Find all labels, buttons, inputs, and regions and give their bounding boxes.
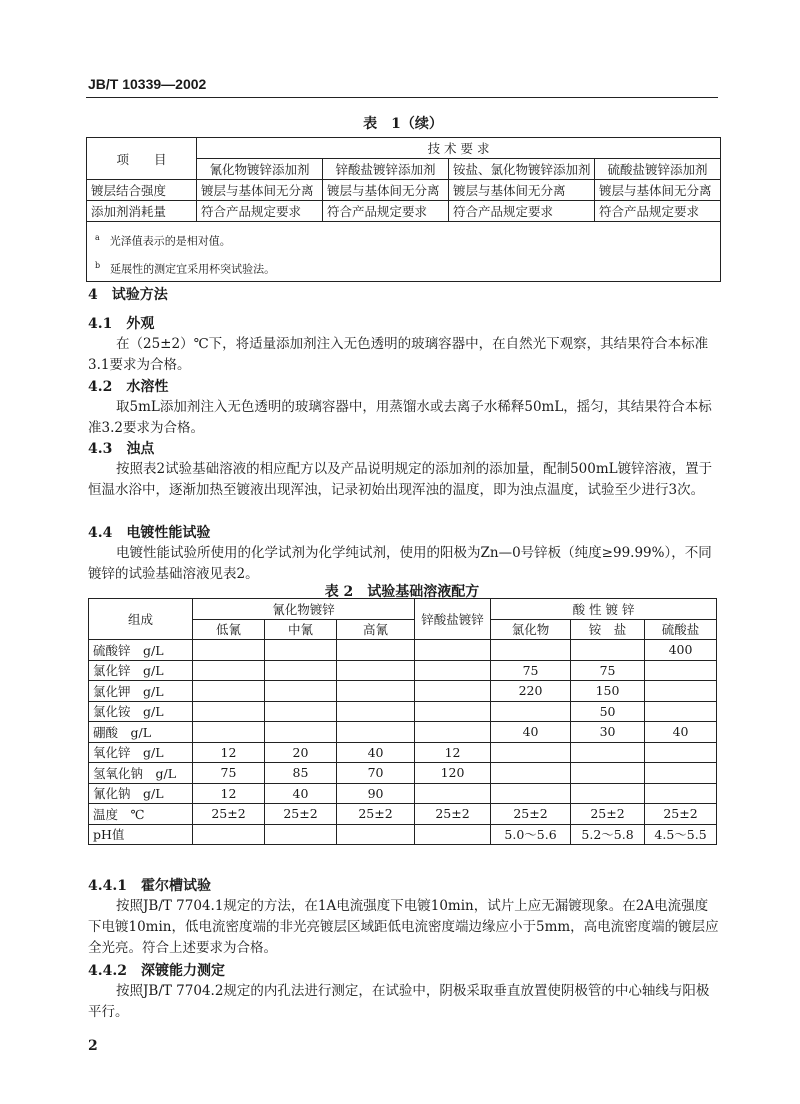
table-row [87, 201, 721, 222]
cell: 150 [571, 681, 645, 702]
cell [337, 824, 415, 845]
table1-notes [87, 222, 721, 282]
cell: 20 [265, 742, 337, 763]
row-label: 氯化锌 g/L [89, 660, 193, 681]
cell: 220 [491, 681, 571, 702]
table-row [89, 640, 717, 661]
table2-caption: 表 2 试验基础溶液配方 [324, 584, 480, 600]
row-label: 氰化钠 g/L [89, 783, 193, 804]
cell [415, 783, 491, 804]
cell: 25±2 [645, 804, 717, 825]
cell: 40 [645, 722, 717, 743]
cell: 符合产品规定要求 [197, 201, 323, 222]
cell [491, 640, 571, 661]
table-row [89, 763, 717, 784]
cell [645, 701, 717, 722]
table-row [89, 701, 717, 722]
cell [571, 783, 645, 804]
cell [193, 681, 265, 702]
row-label: 氯化铵 g/L [89, 701, 193, 722]
section-4-2-title: 4.2 水溶性 [88, 379, 169, 395]
cell [645, 783, 717, 804]
cell [265, 701, 337, 722]
cell [491, 701, 571, 722]
cell: 25±2 [415, 804, 491, 825]
cell [193, 640, 265, 661]
cell [645, 681, 717, 702]
cell [415, 681, 491, 702]
cell: 25±2 [265, 804, 337, 825]
table2-group-zincate: 锌酸盐镀锌 [415, 599, 491, 640]
section-4-title: 4 试验方法 [88, 287, 168, 303]
cell: 镀层与基体间无分离 [197, 180, 323, 201]
table1-col-header: 锌酸盐镀锌添加剂 [323, 159, 449, 180]
cell [265, 640, 337, 661]
cell: 12 [193, 742, 265, 763]
note-text: 延展性的测定宜采用杯突试验法。 [110, 262, 276, 276]
row-label: 氢氧化钠 g/L [89, 763, 193, 784]
cell [491, 742, 571, 763]
section-4-4-1-text: 按照JB/T 7704.1规定的方法，在1A电流强度下电镀10min，试片上应无漏镀现象。在2A电流强度下电镀10min，低电流密度端的非光亮镀层区域距低电流密度端边缘应小于5mm，高电流密度端的镀层应全光亮。符合上述要求为合格。 [88, 898, 719, 956]
cell [491, 783, 571, 804]
cell: 50 [571, 701, 645, 722]
note-mark: a [95, 233, 100, 242]
table2-subheader: 硫酸盐 [645, 619, 717, 640]
table1-col-header: 铵盐、氯化物镀锌添加剂 [449, 159, 595, 180]
row-label: 氯化钾 g/L [89, 681, 193, 702]
table-row [89, 804, 717, 825]
cell [415, 701, 491, 722]
cell [415, 660, 491, 681]
table2-col-comp: 组成 [89, 599, 193, 640]
row-label: 添加剂消耗量 [87, 201, 197, 222]
table2-group-cyanide: 氰化物镀锌 [193, 599, 415, 620]
cell: 12 [415, 742, 491, 763]
row-label: 镀层结合强度 [87, 180, 197, 201]
cell: 120 [415, 763, 491, 784]
section-4-4-2-title: 4.4.2 深镀能力测定 [88, 963, 225, 979]
section-4-1-text: 在（25±2）℃下，将适量添加剂注入无色透明的玻璃容器中，在自然光下观察，其结果符合本标准3.1要求为合格。 [88, 336, 709, 373]
cell: 75 [571, 660, 645, 681]
cell [571, 742, 645, 763]
table1-col-header: 氰化物镀锌添加剂 [197, 159, 323, 180]
cell [265, 722, 337, 743]
cell [193, 701, 265, 722]
note-mark: b [95, 260, 101, 270]
section-4-2-text: 取5mL添加剂注入无色透明的玻璃容器中，用蒸馏水或去离子水稀释50mL，摇匀，其结果符合本标准3.2要求为合格。 [88, 399, 712, 436]
cell: 40 [337, 742, 415, 763]
cell [571, 763, 645, 784]
table1-col-item: 项 目 [87, 138, 197, 180]
doc-code: JB/T 10339—2002 [88, 76, 207, 92]
cell: 符合产品规定要求 [449, 201, 595, 222]
table-row [87, 180, 721, 201]
cell [571, 640, 645, 661]
cell: 75 [193, 763, 265, 784]
section-4-3-title: 4.3 浊点 [88, 441, 155, 457]
cell [337, 660, 415, 681]
cell [415, 824, 491, 845]
row-label: pH值 [89, 824, 193, 845]
cell: 25±2 [337, 804, 415, 825]
cell [337, 640, 415, 661]
cell: 25±2 [193, 804, 265, 825]
table1-col-header: 硫酸盐镀锌添加剂 [595, 159, 721, 180]
table2-subheader: 低氰 [193, 619, 265, 640]
cell: 75 [491, 660, 571, 681]
table1 [86, 137, 721, 282]
cell: 25±2 [491, 804, 571, 825]
cell: 5.0～5.6 [491, 824, 571, 845]
table1-col-group: 技 术 要 求 [197, 138, 721, 159]
cell [193, 660, 265, 681]
cell [415, 722, 491, 743]
cell [265, 681, 337, 702]
cell [645, 742, 717, 763]
row-label: 硫酸锌 g/L [89, 640, 193, 661]
cell: 12 [193, 783, 265, 804]
cell: 4.5～5.5 [645, 824, 717, 845]
cell: 40 [265, 783, 337, 804]
cell [337, 722, 415, 743]
table2 [88, 598, 717, 845]
table-row [89, 824, 717, 845]
cell: 符合产品规定要求 [323, 201, 449, 222]
row-label: 硼酸 g/L [89, 722, 193, 743]
cell: 90 [337, 783, 415, 804]
section-4-4-title: 4.4 电镀性能试验 [88, 525, 211, 541]
cell: 30 [571, 722, 645, 743]
cell: 镀层与基体间无分离 [449, 180, 595, 201]
table2-subheader: 高氰 [337, 619, 415, 640]
cell [265, 660, 337, 681]
table2-subheader: 中氰 [265, 619, 337, 640]
cell [337, 701, 415, 722]
cell [645, 660, 717, 681]
section-4-3-text: 按照表2试验基础溶液的相应配方以及产品说明规定的添加剂的添加量，配制500mL镀锌溶液，置于恒温水浴中，逐渐加热至镀液出现浑浊，记录初始出现浑浊的温度，即为浊点温度，试验至少进行3次。 [88, 461, 713, 498]
header-rule [86, 97, 718, 98]
cell: 400 [645, 640, 717, 661]
section-4-4-text: 电镀性能试验所使用的化学试剂为化学纯试剂，使用的阳极为Zn—0号锌板（纯度≥99.99%），不同镀锌的试验基础溶液见表2。 [88, 545, 712, 582]
cell [491, 763, 571, 784]
page-number: 2 [88, 1038, 98, 1054]
table-row [89, 742, 717, 763]
cell [265, 824, 337, 845]
cell: 25±2 [571, 804, 645, 825]
cell [415, 640, 491, 661]
section-4-1-title: 4.1 外观 [88, 316, 155, 332]
cell: 70 [337, 763, 415, 784]
cell: 85 [265, 763, 337, 784]
cell [193, 722, 265, 743]
cell: 40 [491, 722, 571, 743]
cell: 符合产品规定要求 [595, 201, 721, 222]
row-label: 氧化锌 g/L [89, 742, 193, 763]
cell [645, 763, 717, 784]
cell: 镀层与基体间无分离 [323, 180, 449, 201]
cell [193, 824, 265, 845]
cell: 镀层与基体间无分离 [595, 180, 721, 201]
table2-subheader: 铵 盐 [571, 619, 645, 640]
table2-subheader: 氯化物 [491, 619, 571, 640]
table-row [89, 783, 717, 804]
cell: 5.2～5.8 [571, 824, 645, 845]
table-row [89, 681, 717, 702]
table1-caption: 表 1（续） [363, 116, 443, 132]
cell [337, 681, 415, 702]
table-row [89, 722, 717, 743]
table-row [89, 660, 717, 681]
section-4-4-2-text: 按照JB/T 7704.2规定的内孔法进行测定，在试验中，阴极采取垂直放置使阴极管的中心轴线与阳极平行。 [88, 983, 710, 1020]
note-text: 光泽值表示的是相对值。 [109, 234, 231, 248]
section-4-4-1-title: 4.4.1 霍尔槽试验 [88, 878, 211, 894]
row-label: 温度 ℃ [89, 804, 193, 825]
table2-group-acid: 酸 性 镀 锌 [491, 599, 717, 620]
